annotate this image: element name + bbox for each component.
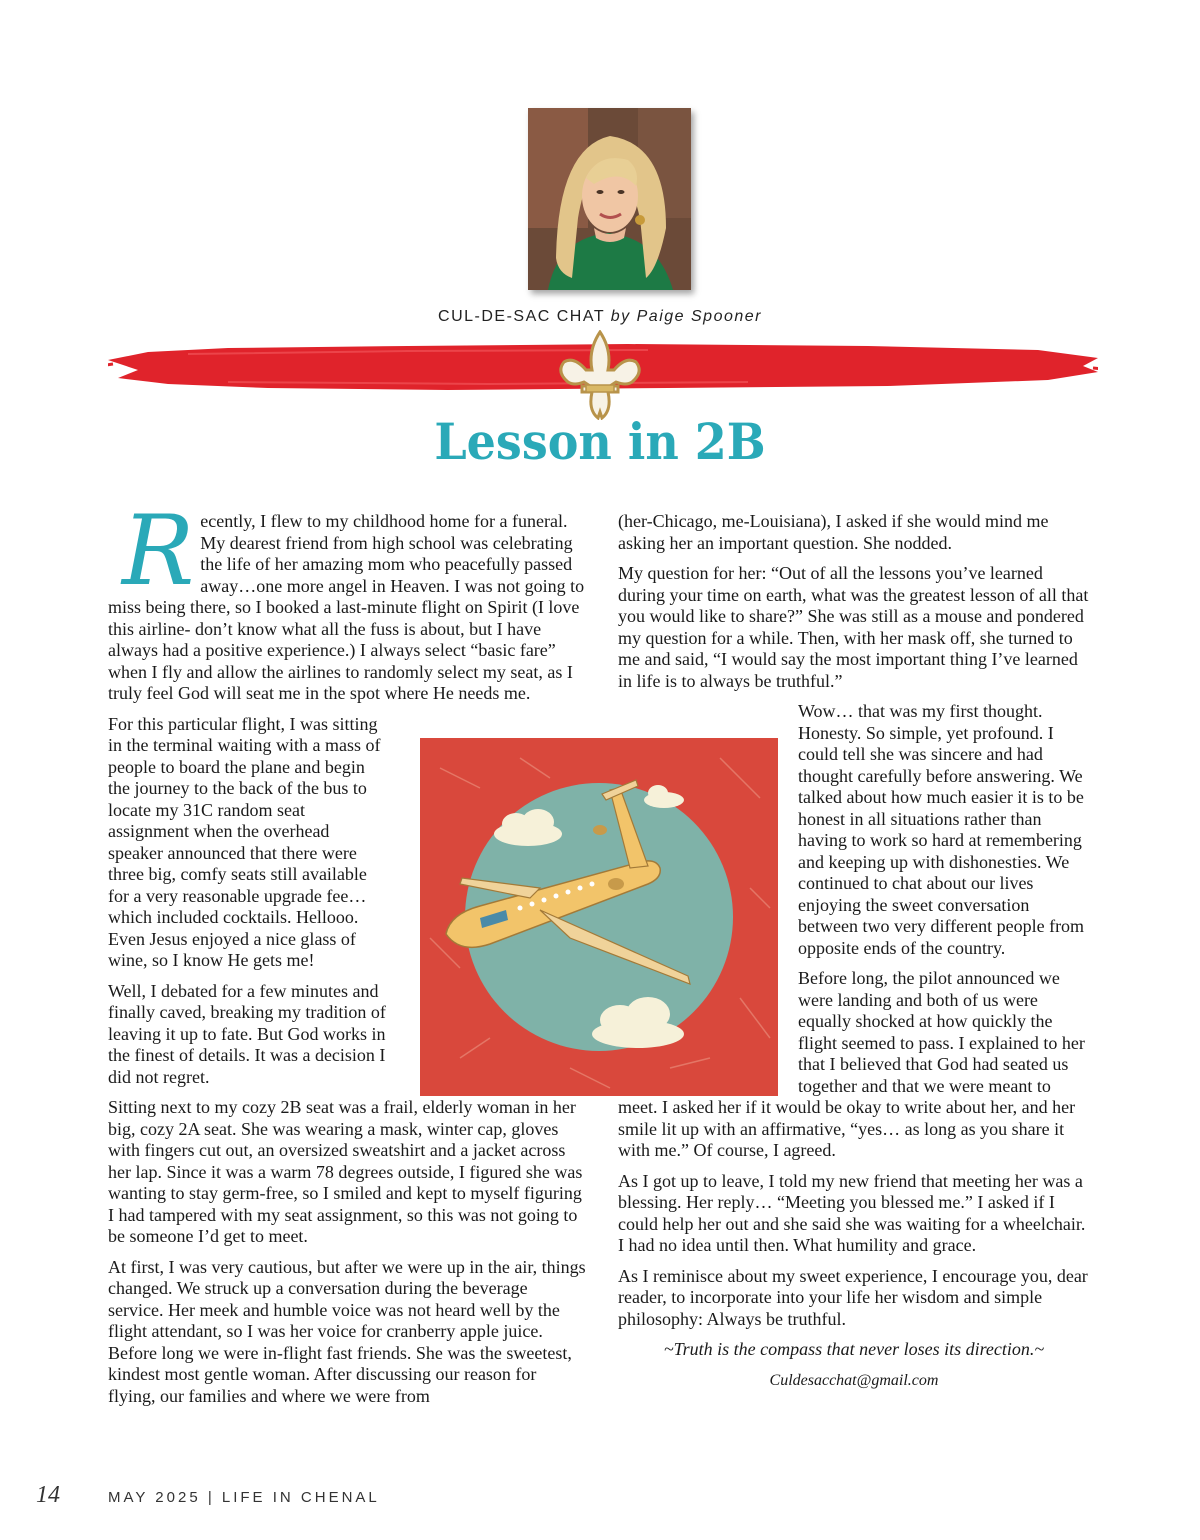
illustration-wrap-space — [386, 714, 586, 1084]
author-email-link[interactable]: Culdesacchat@gmail.com — [769, 1371, 939, 1389]
article-paragraph: As I got up to leave, I told my new friend that meeting her was a blessing. Her reply… “Meeting you blessed me.” I asked if I could help her out and she said she was waiting for a wheelchair. I had no idea until then. What humility and grace. — [618, 1170, 1086, 1255]
paragraph-text: ecently, I flew to my childhood home for a funeral. My dearest friend from high school was celebrating the life of her amazing mom who peacefully passed away…one more angel in Heaven. I was not going to miss being there, so I booked a last-minute flight on Spirit (I love this airline- don’t know what all the fuss is about, but I have always had a positive experience.) I always select “basic fare” when I fly and allow the airlines to randomly select my seat, as I truly feel God will seat me in the spot where He needs me. — [108, 511, 585, 703]
article-paragraph: Before long, the pilot announced we were landing and both of us were equally shocked at how quickly the flight seemed to pass. I explained to her that I believed that God had seated us together and that we were meant to meet. I asked her if it would be okay to write about her, and her smile lit up with an affirmative, “yes… as long as you share it with me.” Of course, I agreed. — [618, 968, 1085, 1160]
author-portrait-image — [528, 108, 691, 290]
issue-footer: MAY 2025 | LIFE IN CHENAL — [108, 1489, 380, 1506]
closing-quote: ~Truth is the compass that never loses its direction.~ — [663, 1339, 1045, 1359]
column-label — [0, 308, 1200, 326]
article-paragraph — [108, 495, 586, 705]
article-paragraph: (her-Chicago, me-Louisiana), I asked if she would mind me asking her an important question. She nodded. — [618, 511, 1049, 553]
page-number: 14 — [36, 1482, 60, 1508]
article-title: Lesson in 2B — [434, 412, 766, 471]
column-name: CUL-DE-SAC CHAT — [438, 308, 605, 325]
article-paragraph: Well, I debated for a few minutes and finally caved, breaking my tradition of leaving it up to fate. But God works in the finest of details. It was a decision I did not regret. — [108, 980, 386, 1087]
author-byline: by Paige Spooner — [610, 308, 762, 325]
article-paragraph: Sitting next to my cozy 2B seat was a frail, elderly woman in her big, cozy 2A seat. She was wearing a mask, winter cap, gloves with fingers cut out, an oversized sweatshirt and a jacket across her lap. Since it was a warm 78 degrees outside, I figured she was wanting to stay germ-free, so I smiled and kept to myself figuring I had tampered with my seat assignment, so this was not going to be someone I’d get to meet. — [108, 1097, 583, 1246]
author-photo — [528, 108, 691, 290]
illustration-wrap-space — [618, 701, 798, 1079]
article-left-column — [108, 495, 586, 1416]
article-paragraph: As I reminisce about my sweet experience, I encourage you, dear reader, to incorporate into your life her wisdom and simple philosophy: Always be truthful. — [618, 1265, 1088, 1329]
article-paragraph: For this particular flight, I was sitting in the terminal waiting with a mass of people to board the plane and begin the journey to the back of the bus to locate my 31C random seat assignment when the overhead speaker announced that there were three big, comfy seats still available for a very reasonable upgrade fee… which included cocktails. Hellooo. Even Jesus enjoyed a nice glass of wine, so I know He gets me! — [108, 713, 381, 970]
fleur-de-lis-icon — [556, 330, 644, 420]
drop-cap: R — [122, 495, 195, 607]
article-paragraph: My question for her: “Out of all the lessons you’ve learned during your time on earth, what was the greatest lesson of all that you would like to share?” She was still as a mouse and pondered my question for a while. Then, with her mask off, she turned to me and said, “I would say the most important thing I’ve learned in life is to always be truthful.” — [618, 563, 1089, 691]
article-right-column — [618, 511, 1090, 1400]
article-paragraph: Wow… that was my first thought. Honesty. So simple, yet profound. I could tell she was sincere and had thought carefully before answering. We talked about how much easier it is to be honest in all situations rather than having to work so hard at remembering and keeping up with dishonesties. We continued to chat about our lives enjoying the sweet conversation between two very different people from opposite ends of the country. — [798, 701, 1085, 958]
article-paragraph: At first, I was very cautious, but after we were up in the air, things changed. We struck up a conversation during the beverage service. Her meek and humble voice was not heard well by the flight attendant, so I was her voice for cranberry apple juice. Before long we were in-flight fast friends. She was the sweetest, kindest most gentle woman. After discussing our reason for flying, our families and where we were from — [108, 1256, 586, 1406]
